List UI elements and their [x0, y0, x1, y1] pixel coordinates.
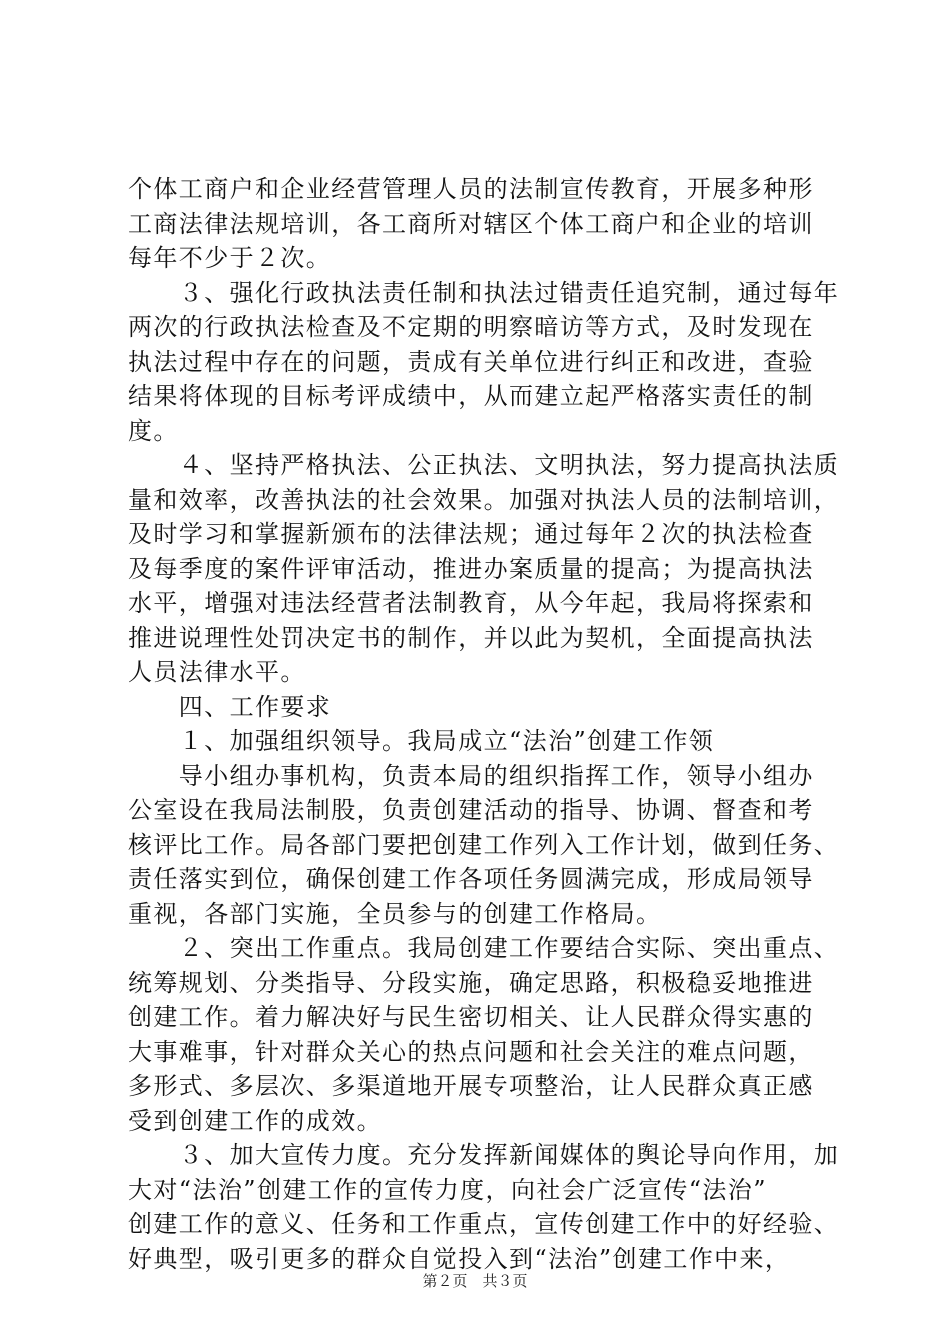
text-line: 创建工作。着力解决好与民生密切相关、让人民群众得实惠的 — [128, 1003, 814, 1031]
text-line: ４、坚持严格执法、公正执法、文明执法，努力提高执法质 — [128, 451, 840, 479]
text-line: 及时学习和掌握新颁布的法律法规；通过每年２次的执法检查 — [128, 520, 814, 548]
text-line: 责任落实到位，确保创建工作各项任务圆满完成，形成局领导 — [128, 865, 814, 893]
text-line: 工商法律法规培训，各工商所对辖区个体工商户和企业的培训 — [128, 209, 814, 238]
section-heading: 四、工作要求 — [128, 692, 332, 721]
text-line: 推进说理性处罚决定书的制作，并以此为契机，全面提高执法 — [128, 623, 814, 652]
text-line: 创建工作的意义、任务和工作重点，宣传创建工作中的好经验、 — [128, 1210, 840, 1238]
text-line: 量和效率，改善执法的社会效果。加强对执法人员的法制培训， — [128, 485, 840, 514]
text-line: ３、加大宣传力度。充分发挥新闻媒体的舆论导向作用，加 — [128, 1141, 840, 1169]
text-line: 大对“法治”创建工作的宣传力度，向社会广泛宣传“法治” — [128, 1175, 767, 1204]
page-number: 第２页 共３页 — [422, 1272, 528, 1290]
text-line: 公室设在我局法制股，负责创建活动的指导、协调、督查和考 — [128, 796, 814, 824]
text-line: 好典型，吸引更多的群众自觉投入到“法治”创建工作中来， — [128, 1244, 791, 1273]
text-line: 大事难事，针对群众关心的热点问题和社会关注的难点问题， — [128, 1037, 814, 1066]
page-footer — [0, 1270, 950, 1291]
text-line: 及每季度的案件评审活动，推进办案质量的提高；为提高执法 — [128, 554, 814, 583]
text-line: 统筹规划、分类指导、分段实施，确定思路，积极稳妥地推进 — [128, 968, 814, 997]
text-line: ３、强化行政执法责任制和执法过错责任追究制，通过每年 — [128, 278, 840, 307]
text-line: １、加强组织领导。我局成立“法治”创建工作领 — [128, 727, 715, 755]
text-line: 每年不少于２次。 — [128, 244, 332, 272]
text-line: ２、突出工作重点。我局创建工作要结合实际、突出重点、 — [128, 934, 840, 962]
text-line: 多形式、多层次、多渠道地开展专项整治，让人民群众真正感 — [128, 1072, 814, 1100]
text-line: 导小组办事机构，负责本局的组织指挥工作，领导小组办 — [128, 761, 814, 790]
text-line: 重视，各部门实施，全员参与的创建工作格局。 — [128, 899, 662, 928]
text-line: 结果将体现的目标考评成绩中，从而建立起严格落实责任的制 — [128, 382, 814, 410]
text-line: 两次的行政执法检查及不定期的明察暗访等方式，及时发现在 — [128, 313, 814, 341]
text-line: 水平，增强对违法经营者法制教育，从今年起，我局将探索和 — [128, 589, 814, 617]
document-body — [128, 172, 840, 1276]
text-line: 人员法律水平。 — [128, 658, 306, 686]
text-line: 度。 — [128, 416, 179, 445]
text-line: 执法过程中存在的问题，责成有关单位进行纠正和改进，查验 — [128, 347, 814, 376]
text-line: 受到创建工作的成效。 — [128, 1106, 382, 1135]
text-line: 核评比工作。局各部门要把创建工作列入工作计划，做到任务、 — [128, 830, 840, 859]
text-line: 个体工商户和企业经营管理人员的法制宣传教育，开展多种形 — [128, 175, 814, 203]
